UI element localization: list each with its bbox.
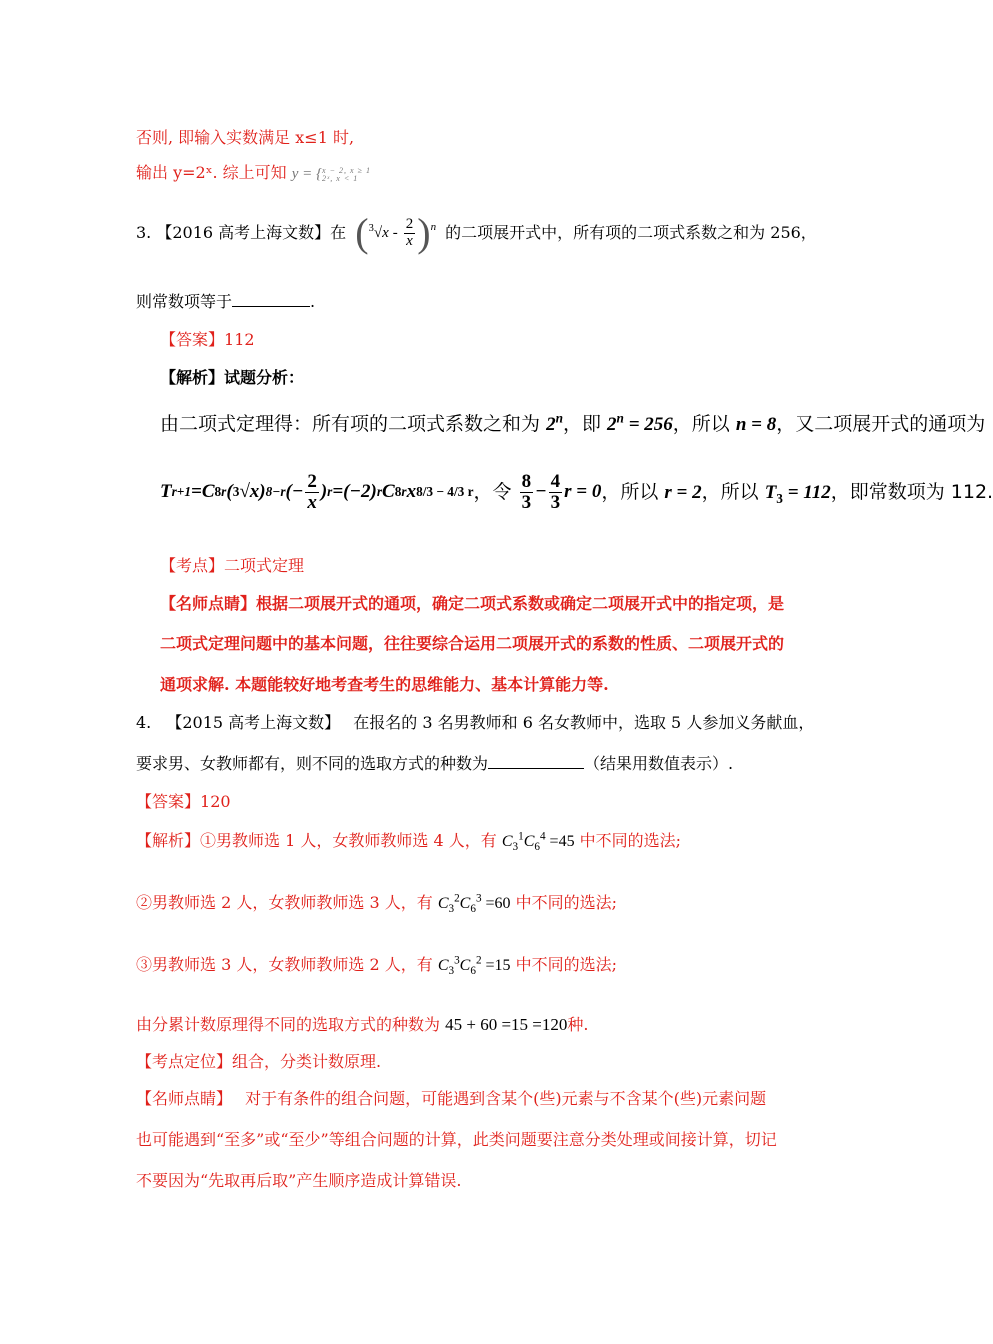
q3-formula-n8: n = 8: [735, 414, 777, 435]
piecewise-formula: y = {x − 2, x ≥ 1 2ˣ, x < 1: [291, 165, 371, 183]
q3-source: 【2016 高考上海文数】: [156, 222, 331, 242]
q4-case-3-end: 中不同的选法;: [515, 955, 618, 974]
q4-summary-text: 由分累计数原理得不同的选取方式的种数为: [136, 1015, 441, 1034]
q3-answer: 112: [224, 330, 255, 349]
intro-line-1: 否则, 即输入实数满足 x≤1 时,: [136, 128, 355, 147]
q3-number: 3.: [136, 222, 152, 242]
q3-solution-2a: ，令: [473, 480, 512, 503]
q3-answer-line: [160, 330, 255, 350]
q3-solution-line-1: [160, 412, 985, 437]
q4-number: 4.: [136, 713, 152, 732]
q4-case-1-formula: $C_3^1C_6^4 =45$: [501, 830, 575, 854]
q3-point-label: 【考点】: [160, 556, 225, 575]
q4-case-3: [136, 955, 617, 976]
q4-tip-label: 【名师点睛】: [136, 1089, 233, 1108]
q4-tip-1: 对于有条件的组合问题，可能遇到含某个(些)元素与不含某个(些)元素问题: [245, 1089, 767, 1108]
q3-formula-2n: 2$^n$: [546, 410, 563, 435]
q3-solution-2b: ，所以: [601, 480, 659, 503]
q4-source: 【2015 高考上海文数】: [166, 713, 341, 732]
q4-case-1: [136, 831, 681, 852]
q3-solution-1c: ，所以: [672, 413, 730, 435]
q3-stem-line-2: [136, 292, 315, 312]
q4-answer-line: [136, 792, 231, 812]
q3-general-term-formula: T r+1 =C 8 r ( 3 √x) 8−r (− $\frac{2}{x}$ ) r =(−2) r C 8 r x 8/3 − 4/3 r: [160, 471, 474, 513]
q3-tip-label: 【名师点睛】: [160, 594, 257, 613]
q4-case-2: [136, 893, 617, 914]
q4-answer-label: 【答案】: [136, 792, 201, 811]
q3-answer-label: 【答案】: [160, 330, 225, 349]
intro-line-2-text: 输出 y=2ˣ. 综上可知: [136, 163, 287, 182]
q3-tip-line-3: 通项求解. 本题能较好地考查考生的思维能力、基本计算能力等.: [160, 675, 609, 694]
q3-solution-2c: ，所以: [701, 480, 759, 503]
q4-stem-line-2: [136, 754, 733, 774]
q4-answer: 120: [200, 792, 231, 811]
q3-equation-r: $\frac{8}{3}$ − $\frac{4}{3}$ r = 0: [521, 471, 602, 513]
q4-answer-blank: [488, 754, 584, 769]
q4-point-line: [136, 1052, 381, 1072]
q3-stem-b: 的二项展开式中，所有项的二项式系数之和为 256，: [445, 222, 817, 242]
q4-case-1-end: 中不同的选法;: [579, 831, 682, 850]
q3-stem-end: .: [310, 292, 316, 311]
q3-binomial-expression: ( $^3$√x - $\frac{2}{x}$ ) n: [355, 210, 437, 256]
q4-tip-line-3: 不要因为“先取再后取”产生顺序造成计算错误.: [136, 1171, 462, 1190]
q3-point-line: [160, 556, 304, 576]
q4-stem-line-1: [136, 713, 814, 733]
q3-stem-c: 则常数项等于: [136, 292, 233, 311]
q3-tip-line-2: 二项式定理问题中的基本问题，往往要综合运用二项展开式的系数的性质、二项展开式的: [160, 634, 785, 653]
q3-tip-line-1: [160, 594, 784, 614]
q4-point-label: 【考点定位】: [136, 1052, 233, 1071]
q3-solution-1a: 由二项式定理得：所有项的二项式系数之和为: [160, 413, 541, 435]
q4-stem-2-end: （结果用数值表示）.: [584, 754, 734, 773]
q3-point: 二项式定理: [224, 556, 305, 575]
q4-case-3-text: ③男教师选 3 人，女教师教师选 2 人，有: [136, 955, 433, 974]
q4-case-3-formula: $C_3^3C_6^2 =15$: [437, 954, 511, 978]
q3-answer-blank: [232, 292, 310, 307]
q4-stem-2: 要求男、女教师都有，则不同的选取方式的种数为: [136, 754, 489, 773]
q3-solution-1d: ，又二项展开式的通项为: [776, 413, 986, 435]
q4-stem-1: 在报名的 3 名男教师和 6 名女教师中，选取 5 人参加义务献血，: [353, 713, 815, 732]
q4-analysis-label: 【解析】: [136, 831, 201, 850]
q4-case-2-end: 中不同的选法;: [515, 893, 618, 912]
q3-stem-line-1: [136, 210, 817, 256]
q4-summary-end: 种.: [567, 1015, 589, 1034]
q3-solution-line-2: [160, 472, 993, 513]
q3-solution-1b: ，即: [562, 413, 601, 435]
q3-formula-t3: $T_3 = 112$: [764, 481, 831, 506]
q4-summary-expression: 45 + 60 =15 =120: [445, 1015, 568, 1034]
q3-formula-r2: r = 2: [664, 481, 702, 503]
q3-formula-2n-256: $2^n = 256$: [607, 410, 673, 435]
q4-summary: [136, 1015, 588, 1035]
q4-case-2-formula: $C_3^2C_6^3 =60$: [437, 892, 511, 916]
q3-stem-a: 在: [330, 222, 347, 242]
q3-analysis-label: 【解析】试题分析：: [160, 368, 305, 387]
q3-tip-1: 根据二项展开式的通项，确定二项式系数或确定二项展开式中的指定项，是: [256, 594, 785, 613]
q4-tip-line-1: [136, 1089, 766, 1109]
q4-case-2-text: ②男教师选 2 人，女教师教师选 3 人，有: [136, 893, 433, 912]
q4-case-1-text: ①男教师选 1 人，女教师教师选 4 人，有: [200, 831, 497, 850]
q3-solution-2d: ，即常数项为 112.: [830, 480, 993, 503]
intro-line-2: [136, 163, 371, 184]
q4-tip-line-2: 也可能遇到“至多”或“至少”等组合问题的计算，此类问题要注意分类处理或间接计算，切记: [136, 1130, 777, 1149]
q4-point: 组合，分类计数原理.: [232, 1052, 382, 1071]
